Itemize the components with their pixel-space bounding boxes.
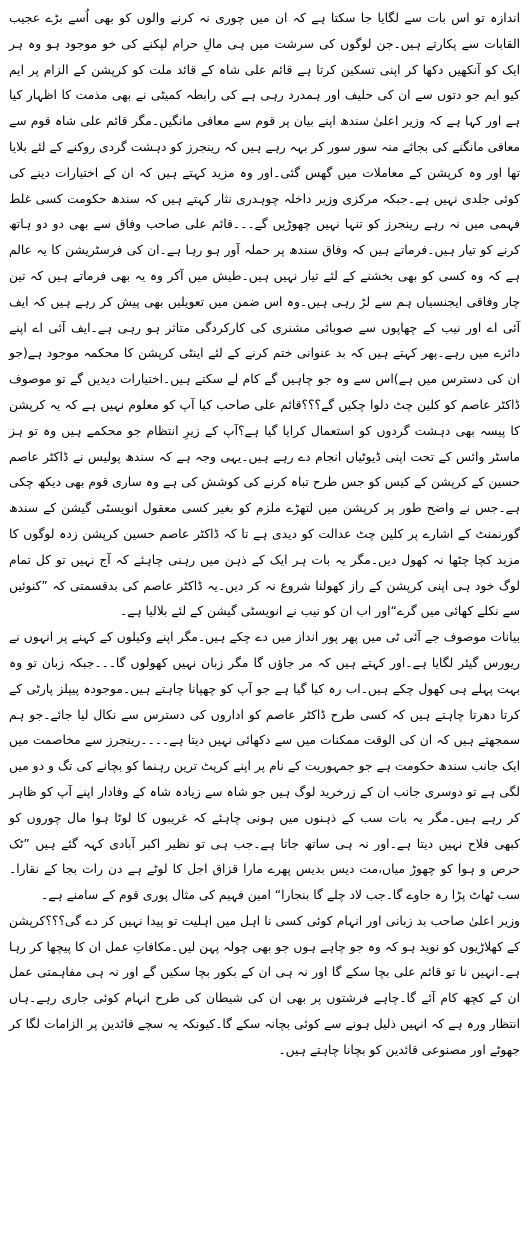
paragraph-1: اندازہ تو اس بات سے لگایا جا سکتا ہے کہ ان میں چوری نہ کرنے والوں کو بھی اُسے بڑے عجیب القابات سے پکارتے ہیں۔جن لوگوں کی سرشت میں ہی مالِ حرام لپکنے کی خو موجود ہو وہ ہر ایک کو آنکھیں دکھا کر اپنی تسکین کرتا ہے قائم علی شاہ کے قائد ملت کو کرپشن کے الزام پر ایم کیو ایم جو دتوں سے ان کی حلیف اور ہمدرد رہی ہے کی رابطہ کمیٹی نے بھی مذمت کا اظہار کیا ہے اور کہا ہے کہ وزیر اعلیٰ سندھ اپنے بیان پر قوم سے معافی مانگیں۔مگر قائم علی شاہ قوم سے معافی مانگنے کی بجائے منہ سور سور کر بہہ رہے ہیں کہ رینجرز کو دہشت گردی روکنے کے لئے بلایا تھا اور وہ کرپشن کے معاملات میں گھس گئی۔اور وہ مزید کہتے ہیں کہ ان کے اختیارات دینے کی کوئی جلدی نہیں ہے۔جبکہ مرکزی وزیر داخلہ چوہدری نثار کہتے ہیں کہ سندھ حکومت کسی غلط فہمی میں نہ رہے رینجرز کو تنہا نہیں چھوڑیں گے۔۔۔قائم علی صاحب وفاق سے بھی دو دو ہاتھ کرنے کو تیار ہیں۔فرماتے ہیں کہ وفاق سندھ پر حملہ آور ہو رہا ہے۔ان کی فرسٹریشن کا یہ عالم ہے کہ وہ کسی کو بھی بخشنے کے لئے تیار نہیں ہیں۔طیش میں آکر وہ یہ بھی فرماتے ہیں کہ تین چار وفاقی ایجنسیاں ہم سے لڑ رہی ہیں۔وہ اس ضمن میں تعویلیں بھی پیش کر رہے ہیں کہ ایف آئی اے اور نیب کے چھاپوں سے صوبائی مشنری کی کارکردگی متاثر ہو رہی ہے۔ایف آئی اے اپنے دائرے میں رہے۔پھر کہتے ہیں کہ بد عنوانی ختم کرنے کے لئے اینٹی کرپشن کا محکمہ موجود ہے(جو ان کی دسترس میں ہے)اس سے وہ جو چاہیں گے کام لے سکتے ہیں۔اختیارات دیدیں گے تو موصوف ڈاکٹر عاصم کو کلین چٹ دلوا چکیں گے؟؟؟قائم علی صاحب کیا آپ کو معلوم نہیں ہے کہ یہ کرپشن کا پیسہ بھی دہشت گردوں کو استعمال کرایا گیا ہے؟آپ کے زیرِ انتظام جو محکمے ہیں وہ تو ہز ماسٹر وائس کے تحت اپنی ڈیوٹیاں انجام دے رہے ہیں۔یہی وجہ ہے کہ سندھ پولیس نے ڈاکٹر عاصم حسین کے کرپشن کے کیس کو جس طرح تباہ کرنے کی کوشش کی ہے وہ ساری قوم بھی دیکھ چکی ہے۔جس نے واضح طور پر کرپشن میں لتھڑے ملزم کو بغیر کسی معقول انویسٹی گیشن کے سندھ گورنمنٹ کے اشارے پر کلین چٹ عدالت کو دیدی ہے تا کہ ڈاکٹر عاصم حسین کرپشن زدہ لوگوں کا مزید کچا چٹھا نہ کھول دیں۔مگر یہ بات ہر ایک کے ذہن میں رہنی چاہئے کہ آج نہیں تو کل تمام لوگ خود ہی اپنی کرپشن کے راز کھولنا شروع نہ کر دیں۔یہ ڈاکٹر عاصم کی بدقسمتی کہ ”کنوئیں سے نکلے کھائی میں گرے“اور اب ان کو نیب نے انویسٹی گیشن کے لئے بلالیا ہے۔: [9, 11, 520, 619]
paragraph-2: بیانات موصوف جے آئی ٹی میں پھر پور انداز میں دے چکے ہیں۔مگر اپنے وکیلوں کے کہنے پر انہوں نے ریورس گیئر لگایا ہے۔اور کہتے ہیں کہ مر جاؤں گا مگر زبان نہیں کھولوں گا۔۔۔جبکہ زبان تو وہ بہت پہلے ہی کھول چکے ہیں۔اب رہ کیا گیا ہے جو آپ کو چھپانا چاہتے ہیں۔موجودہ پیپلز پارٹی کے کرتا دھرتا چاہتے ہیں کہ کسی طرح ڈاکٹر عاصم کو اداروں کی دسترس سے نکال لیا جائے۔جو ہم سمجھتے ہیں کہ ان کی الوقت ممکنات میں سے دکھائی نہیں دیتا ہے۔۔۔۔رینجرز سے مخاصمت میں ایک جانب سندھ حکومت ہے جو جمہوریت کے نام پر اپنے کرپٹ ترین رہنما کو بچانے کی تگ و دو میں لگی ہے تو دوسری جانب ان کے زرخرید لوگ ہیں جو شاہ سے زیادہ شاہ کے وفادار اپنے آپ کو ظاہر کر رہے ہیں۔مگر یہ بات سب کے ذہنوں میں ہونی چاہئے کہ غریبوں کا لوٹا ہوا مال چوروں کو کبھی فلاح نہیں دیتا ہے۔اور نہ ہی ساتھ جاتا ہے۔جب ہی تو نظیر اکبر آبادی کہہ گئے ہیں ”ٹک حرص و ہوا کو چھوڑ میاں،مت دیس بدیس پھرے مارا قزاق اجل کا لوٹے ہے دن رات بجا کے نقارا۔سب ٹھاٹ پڑا رہ جاوے گا۔جب لاد چلے گا بنجارا“ امین فہیم کی مثال پوری قوم کے سامنے ہے۔: [9, 630, 520, 903]
paragraph-3: وزیر اعلیٰ صاحب بد زبانی اور انہام کوئی کسی نا اہل میں اہلیت تو پیدا نہیں کر دے گی؟؟؟کرپشن کے کھلاڑیوں کو نوید ہو کہ وہ جو چاہے ہوں جو بھی چولہ پہن لیں۔مکافاتِ عمل ان کا پیچھا کر رہا ہے۔انہیں نا تو قائم علی بچا سکے گا اور نہ ہی ان کے بکور بچا سکیں گے اور نہ ہی مفاہمتی عمل ان کے کچھ کام آئے گا۔چاہے فرشتوں پر بھی ان کی شیطان کی طرح انہام کوئی جاری رہے۔ہاں انتظار ورہ ہے کہ انہیں ذلیل ہونے سے کوئی بچانہ سکے گا۔کیونکہ یہ سچے قائدین پر الزامات لگا کر جھوٹے اور مصنوعی قائدین کو بچانا چاہتے ہیں۔: [9, 913, 520, 1057]
